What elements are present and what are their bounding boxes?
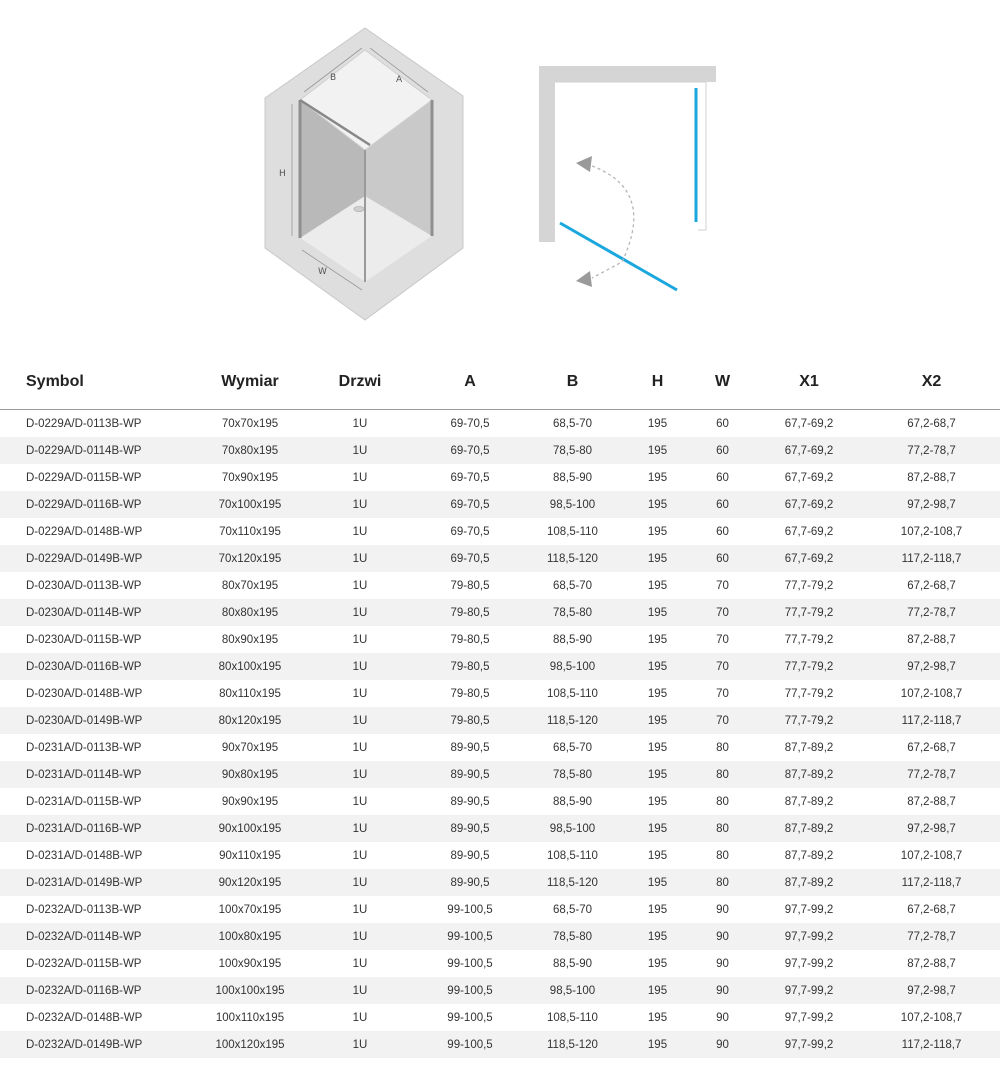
cell-x2: 77,2-78,7 [863,599,1000,626]
cell-h: 195 [625,599,690,626]
table-row [0,788,1000,815]
cell-h: 195 [647,957,668,970]
cell-x2: 97,2-98,7 [863,977,1000,1004]
cell-h: 195 [625,923,690,950]
cell-w: 60 [690,437,755,464]
cell-b: 68,5-70 [552,903,592,916]
cell-symbol: D-0231A/D-0113B-WP [26,741,142,754]
dimension-label-a: A [396,75,403,85]
cell-x1: 77,7-79,2 [755,707,863,734]
cell-b: 78,5-80 [520,599,625,626]
table-row [0,950,1000,977]
cell-x1: 67,7-69,2 [755,545,863,572]
cell-h: 195 [625,707,690,734]
cell-drzwi: 1U [352,903,368,916]
cell-wymiar: 100x110x195 [215,1011,285,1024]
cell-b: 118,5-120 [520,869,625,896]
cell-x1: 67,7-69,2 [755,491,863,518]
cell-wymiar: 90x70x195 [221,741,279,754]
cell-x1: 77,7-79,2 [784,633,834,646]
cell-b: 108,5-110 [547,525,598,538]
cell-h: 195 [625,977,690,1004]
cell-b: 108,5-110 [547,849,598,862]
cell-x2: 67,2-68,7 [907,417,956,430]
cell-wymiar: 70x70x195 [221,417,279,430]
cell-x1: 87,7-89,2 [755,869,863,896]
cell-a: 99-100,5 [420,923,520,950]
cell-symbol: D-0229A/D-0149B-WP [0,545,200,572]
cell-x1: 87,7-89,2 [755,761,863,788]
cell-wymiar: 70x120x195 [200,545,300,572]
cell-h: 195 [625,761,690,788]
table-row [0,842,1000,869]
cell-wymiar: 80x70x195 [221,579,279,592]
dimension-label-w: W [318,267,327,277]
column-header-h: H [625,355,690,410]
cell-symbol: D-0232A/D-0116B-WP [0,977,200,1004]
cell-a: 79-80,5 [420,707,520,734]
cell-h: 195 [647,849,668,862]
cell-x2: 67,2-68,7 [907,741,956,754]
cell-w: 80 [690,761,755,788]
cell-a: 79-80,5 [420,599,520,626]
column-header-w: W [690,355,755,410]
cell-wymiar: 100x120x195 [200,1031,300,1058]
table-row [0,977,1000,1004]
table-header-row [0,355,1000,410]
cell-symbol: D-0230A/D-0113B-WP [26,579,142,592]
cell-x2: 77,2-78,7 [863,761,1000,788]
cell-a: 69-70,5 [420,437,520,464]
cell-a: 99-100,5 [447,1011,493,1024]
cell-drzwi: 1U [352,795,368,808]
cell-x1: 87,7-89,2 [784,849,834,862]
cell-symbol: D-0232A/D-0114B-WP [0,923,200,950]
cell-h: 195 [647,741,668,754]
table-row [0,923,1000,950]
cell-drzwi: 1U [300,869,420,896]
cell-drzwi: 1U [352,687,368,700]
cell-a: 69-70,5 [450,471,490,484]
cell-x2: 77,2-78,7 [863,437,1000,464]
cell-x2: 87,2-88,7 [907,957,956,970]
cell-b: 78,5-80 [520,437,625,464]
cell-b: 98,5-100 [520,491,625,518]
cell-wymiar: 90x110x195 [219,849,281,862]
cell-w: 70 [690,599,755,626]
table-row [0,653,1000,680]
cell-x2: 117,2-118,7 [863,869,1000,896]
cell-drzwi: 1U [352,957,368,970]
cell-x2: 97,2-98,7 [863,491,1000,518]
cell-w: 90 [690,1031,755,1058]
cell-h: 195 [647,579,668,592]
cell-w: 80 [690,869,755,896]
cell-b: 118,5-120 [520,545,625,572]
cell-x1: 87,7-89,2 [755,815,863,842]
cell-w: 80 [716,795,729,808]
cell-x1: 97,7-99,2 [784,903,834,916]
table-row [0,761,1000,788]
cell-drzwi: 1U [300,923,420,950]
cell-a: 89-90,5 [450,849,490,862]
cell-drzwi: 1U [300,815,420,842]
cell-h: 195 [647,1011,668,1024]
cell-wymiar: 80x80x195 [200,599,300,626]
table-row [0,815,1000,842]
cell-b: 118,5-120 [520,707,625,734]
column-header-wymiar: Wymiar [200,355,300,410]
cell-w: 60 [716,417,729,430]
cell-wymiar: 70x100x195 [200,491,300,518]
cell-x1: 67,7-69,2 [784,417,834,430]
cell-symbol: D-0231A/D-0148B-WP [26,849,143,862]
cell-symbol: D-0230A/D-0116B-WP [0,653,200,680]
cell-a: 99-100,5 [420,977,520,1004]
cell-x1: 87,7-89,2 [784,741,834,754]
cell-wymiar: 100x80x195 [200,923,300,950]
cell-wymiar: 100x90x195 [218,957,282,970]
cell-w: 70 [716,687,729,700]
cell-x2: 87,2-88,7 [907,633,956,646]
cell-drzwi: 1U [352,471,368,484]
cell-symbol: D-0230A/D-0149B-WP [0,707,200,734]
cell-wymiar: 70x80x195 [200,437,300,464]
cell-w: 90 [690,923,755,950]
cell-x1: 97,7-99,2 [755,1031,863,1058]
column-header-symbol: Symbol [0,355,200,410]
cell-x2: 87,2-88,7 [907,795,956,808]
cell-b: 78,5-80 [520,761,625,788]
cell-x2: 117,2-118,7 [863,545,1000,572]
cell-b: 98,5-100 [520,815,625,842]
cell-w: 60 [716,471,729,484]
cell-b: 68,5-70 [552,579,592,592]
cell-a: 69-70,5 [420,545,520,572]
cell-w: 90 [716,903,729,916]
cell-w: 90 [690,977,755,1004]
table-row [0,464,1000,491]
cell-x1: 77,7-79,2 [784,687,834,700]
cell-drzwi: 1U [352,849,368,862]
shower-plan-diagram [539,66,716,290]
cell-x1: 77,7-79,2 [755,653,863,680]
cell-w: 90 [716,1011,729,1024]
column-header-drzwi: Drzwi [300,355,420,410]
cell-drzwi: 1U [352,633,368,646]
table-row [0,518,1000,545]
cell-x2: 107,2-108,7 [900,687,963,700]
cell-x2: 117,2-118,7 [863,1031,1000,1058]
cell-x1: 87,7-89,2 [784,795,834,808]
cell-symbol: D-0230A/D-0115B-WP [26,633,142,646]
cell-b: 108,5-110 [547,687,598,700]
cell-h: 195 [647,471,668,484]
table-row [0,734,1000,761]
cell-wymiar: 80x90x195 [221,633,279,646]
table-row [0,410,1000,438]
cell-w: 60 [716,525,729,538]
cell-x2: 97,2-98,7 [863,653,1000,680]
cell-a: 89-90,5 [420,815,520,842]
cell-h: 195 [625,437,690,464]
cell-symbol: D-0231A/D-0114B-WP [0,761,200,788]
cell-a: 89-90,5 [420,869,520,896]
cell-h: 195 [625,491,690,518]
cell-x1: 97,7-99,2 [784,1011,834,1024]
cell-a: 99-100,5 [447,957,493,970]
cell-x1: 97,7-99,2 [784,957,834,970]
table-row [0,896,1000,923]
cell-b: 68,5-70 [552,741,592,754]
dimension-label-h: H [279,169,286,179]
cell-wymiar: 100x70x195 [218,903,282,916]
table-row [0,572,1000,599]
cell-a: 79-80,5 [450,633,490,646]
cell-b: 78,5-80 [520,923,625,950]
cell-x2: 107,2-108,7 [900,1011,963,1024]
cell-symbol: D-0229A/D-0115B-WP [26,471,142,484]
cell-drzwi: 1U [300,707,420,734]
cell-drzwi: 1U [300,437,420,464]
cell-b: 88,5-90 [552,957,592,970]
cell-x1: 67,7-69,2 [784,471,834,484]
cell-b: 68,5-70 [552,417,592,430]
cell-drzwi: 1U [300,761,420,788]
cell-w: 60 [690,545,755,572]
table-row [0,491,1000,518]
table-row [0,545,1000,572]
cell-a: 69-70,5 [450,525,490,538]
cell-w: 70 [690,707,755,734]
cell-symbol: D-0230A/D-0148B-WP [26,687,143,700]
cell-a: 89-90,5 [420,761,520,788]
cell-drzwi: 1U [352,579,368,592]
cell-h: 195 [625,1031,690,1058]
cell-drzwi: 1U [300,1031,420,1058]
table-row [0,680,1000,707]
column-header-x1: X1 [755,355,863,410]
cell-h: 195 [625,545,690,572]
cell-a: 79-80,5 [450,579,490,592]
cell-drzwi: 1U [352,525,368,538]
column-header-a: A [420,355,520,410]
cell-a: 99-100,5 [420,1031,520,1058]
cell-drzwi: 1U [300,491,420,518]
cell-h: 195 [647,687,668,700]
cell-wymiar: 80x100x195 [200,653,300,680]
cell-a: 79-80,5 [450,687,490,700]
cell-drzwi: 1U [300,977,420,1004]
cell-x2: 117,2-118,7 [863,707,1000,734]
cell-x1: 77,7-79,2 [784,579,834,592]
cell-symbol: D-0232A/D-0148B-WP [26,1011,143,1024]
cell-drzwi: 1U [352,741,368,754]
table-row [0,707,1000,734]
column-header-x2: X2 [863,355,1000,410]
cell-h: 195 [647,417,668,430]
cell-symbol: D-0229A/D-0113B-WP [26,417,142,430]
cell-b: 98,5-100 [520,977,625,1004]
cell-symbol: D-0232A/D-0115B-WP [26,957,142,970]
cell-h: 195 [647,633,668,646]
cell-symbol: D-0232A/D-0149B-WP [0,1031,200,1058]
table-row [0,869,1000,896]
cell-wymiar: 70x110x195 [219,525,281,538]
cell-h: 195 [625,653,690,680]
cell-a: 99-100,5 [447,903,493,916]
cell-x2: 77,2-78,7 [863,923,1000,950]
dimension-label-b: B [330,73,337,83]
cell-x2: 87,2-88,7 [907,471,956,484]
cell-a: 89-90,5 [450,795,490,808]
cell-h: 195 [647,795,668,808]
cell-b: 88,5-90 [552,633,592,646]
cell-w: 70 [716,633,729,646]
cell-x2: 67,2-68,7 [907,579,956,592]
cell-w: 90 [716,957,729,970]
cell-wymiar: 90x100x195 [200,815,300,842]
cell-w: 70 [716,579,729,592]
dimensions-table [0,355,1000,1058]
cell-drzwi: 1U [300,599,420,626]
cell-w: 70 [690,653,755,680]
cell-w: 80 [716,741,729,754]
cell-a: 69-70,5 [450,417,490,430]
cell-b: 88,5-90 [552,795,592,808]
cell-a: 89-90,5 [450,741,490,754]
cell-symbol: D-0231A/D-0116B-WP [0,815,200,842]
shower-perspective-diagram [0,0,1000,340]
cell-x2: 67,2-68,7 [907,903,956,916]
cell-symbol: D-0229A/D-0114B-WP [0,437,200,464]
cell-h: 195 [647,903,668,916]
cell-symbol: D-0231A/D-0149B-WP [0,869,200,896]
cell-w: 60 [690,491,755,518]
cell-x2: 107,2-108,7 [900,849,963,862]
table-row [0,599,1000,626]
cell-a: 79-80,5 [420,653,520,680]
cell-h: 195 [647,525,668,538]
cell-x1: 97,7-99,2 [755,923,863,950]
cell-a: 69-70,5 [420,491,520,518]
table-row [0,1004,1000,1031]
cell-wymiar: 90x80x195 [200,761,300,788]
cell-b: 118,5-120 [520,1031,625,1058]
cell-x1: 97,7-99,2 [755,977,863,1004]
cell-symbol: D-0231A/D-0115B-WP [26,795,142,808]
cell-symbol: D-0229A/D-0148B-WP [26,525,143,538]
table-row [0,1031,1000,1058]
cell-wymiar: 80x110x195 [219,687,281,700]
table-body [0,410,1000,1059]
column-header-b: B [520,355,625,410]
table-row [0,437,1000,464]
cell-wymiar: 90x90x195 [221,795,279,808]
cell-b: 98,5-100 [520,653,625,680]
cell-drzwi: 1U [300,653,420,680]
cell-x1: 67,7-69,2 [784,525,834,538]
cell-wymiar: 80x120x195 [200,707,300,734]
cell-x1: 67,7-69,2 [755,437,863,464]
cell-h: 195 [625,869,690,896]
cell-x2: 107,2-108,7 [900,525,963,538]
cell-wymiar: 70x90x195 [221,471,279,484]
cell-x1: 77,7-79,2 [755,599,863,626]
cell-wymiar: 100x100x195 [200,977,300,1004]
cell-drzwi: 1U [352,417,368,430]
cell-symbol: D-0229A/D-0116B-WP [0,491,200,518]
cell-w: 80 [690,815,755,842]
cell-w: 80 [716,849,729,862]
diagram-area [0,0,1000,340]
cell-symbol: D-0230A/D-0114B-WP [0,599,200,626]
cell-symbol: D-0232A/D-0113B-WP [26,903,142,916]
cell-wymiar: 90x120x195 [200,869,300,896]
cell-drzwi: 1U [300,545,420,572]
cell-drzwi: 1U [352,1011,368,1024]
table-row [0,626,1000,653]
cell-b: 88,5-90 [552,471,592,484]
cell-h: 195 [625,815,690,842]
cell-x2: 97,2-98,7 [863,815,1000,842]
cell-b: 108,5-110 [547,1011,598,1024]
